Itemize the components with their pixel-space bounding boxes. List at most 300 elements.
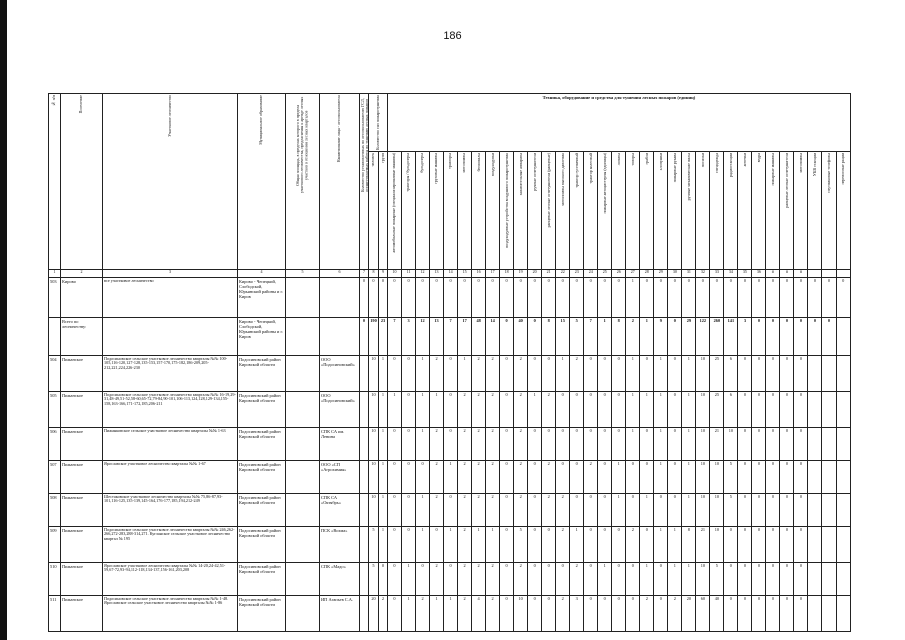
- column-number: 2: [61, 270, 103, 278]
- row-value: 8: [542, 318, 556, 356]
- header-area: Общая площадь, в пределах которого в предела участкового лесничества, предлагаемая к аренде лесных участков в отношении лесных кварталов: [286, 94, 320, 270]
- row-value: 1: [682, 563, 696, 596]
- header-equipment-6: мотопомпы: [458, 152, 472, 270]
- row-value: 10: [369, 494, 379, 527]
- row-value: 0: [500, 494, 514, 527]
- column-number: [836, 270, 850, 278]
- row-value: 2: [556, 527, 570, 563]
- row-value: 0: [780, 461, 794, 494]
- row-value: 2: [570, 356, 584, 392]
- row-value: 0: [570, 461, 584, 494]
- column-number: #: [780, 270, 794, 278]
- row-value: 0: [584, 563, 598, 596]
- row-district: Пижанское: [61, 596, 103, 632]
- row-value: 1: [416, 494, 430, 527]
- header-equipment-group: Техника, оборудование и средства для тушения лесных пожаров (единиц): [388, 94, 851, 152]
- column-number: #: [766, 270, 780, 278]
- row-value: 0: [822, 278, 836, 318]
- row-value: [836, 596, 850, 632]
- row-tenant: СПК СА «Октябрь»: [320, 494, 360, 527]
- row-district: Всего по лесничеству:: [61, 318, 103, 356]
- row-municipality: Подосиновский район Кировской области: [238, 392, 286, 428]
- row-district: Кирово: [61, 278, 103, 318]
- row-value: [836, 461, 850, 494]
- column-number: 7: [360, 270, 369, 278]
- row-value: 5: [514, 527, 528, 563]
- row-district: Пижанское: [61, 563, 103, 596]
- row-value: 0: [780, 318, 794, 356]
- table-row: [49, 494, 851, 527]
- row-value: [836, 527, 850, 563]
- row-value: 0: [598, 461, 612, 494]
- row-value: 0: [542, 278, 556, 318]
- row-value: 0: [654, 596, 668, 632]
- row-value: 13: [430, 318, 444, 356]
- row-value: 2: [458, 596, 472, 632]
- table-row: [49, 461, 851, 494]
- column-number: 30: [668, 270, 682, 278]
- row-value: 2: [486, 392, 500, 428]
- row-value: 0: [570, 428, 584, 461]
- row-value: 25: [710, 356, 724, 392]
- column-number: 27: [626, 270, 640, 278]
- row-value: 0: [528, 428, 542, 461]
- row-value: 0: [668, 318, 682, 356]
- row-value: 29: [682, 318, 696, 356]
- table-row: [49, 392, 851, 428]
- header-equipment-24: спецодежда: [710, 152, 724, 270]
- row-value: 20: [369, 596, 379, 632]
- column-number: 4: [238, 270, 286, 278]
- row-value: 1: [556, 356, 570, 392]
- row-value: 0: [612, 356, 626, 392]
- row-value: 0: [794, 563, 808, 596]
- row-value: 0: [584, 596, 598, 632]
- row-value: 2: [486, 461, 500, 494]
- row-value: 2: [430, 461, 444, 494]
- header-equipment-14: трактор гусеничный: [570, 152, 584, 270]
- row-value: 0: [556, 278, 570, 318]
- row-value: 0: [738, 461, 752, 494]
- row-value: 10: [696, 356, 710, 392]
- row-value: 5: [724, 494, 738, 527]
- row-value: 2: [458, 494, 472, 527]
- row-value: 0: [780, 563, 794, 596]
- header-equipment-18: топоры: [626, 152, 640, 270]
- row-value: 0: [458, 278, 472, 318]
- column-number: 17: [486, 270, 500, 278]
- row-value: 1: [626, 278, 640, 318]
- row-value: 0: [794, 318, 808, 356]
- row-number: 507: [49, 461, 61, 494]
- table-row: [49, 318, 851, 356]
- column-number: 8: [369, 270, 379, 278]
- row-number: 504: [49, 356, 61, 392]
- row-municipality: Кирово - Чепецкий, Слободской, Юрьянский районы и г. Киров: [238, 318, 286, 356]
- row-value: 1: [626, 428, 640, 461]
- column-number: 36: [752, 270, 766, 278]
- column-number: 6: [320, 270, 360, 278]
- header-district: Поселение: [61, 94, 103, 270]
- row-value: 0: [780, 428, 794, 461]
- row-value: 1: [654, 392, 668, 428]
- row-value: 1: [668, 527, 682, 563]
- row-value: 1: [472, 527, 486, 563]
- row-value: 0: [752, 527, 766, 563]
- scan-edge-bar: [0, 0, 7, 640]
- row-value: 0: [542, 596, 556, 632]
- row-value: 0: [780, 596, 794, 632]
- row-value: 0: [584, 428, 598, 461]
- row-area: [286, 392, 320, 428]
- row-value: 0: [360, 318, 369, 356]
- row-value: 1: [379, 356, 388, 392]
- row-number: 506: [49, 428, 61, 461]
- row-value: [360, 428, 369, 461]
- row-value: 10: [710, 494, 724, 527]
- row-value: 0: [752, 278, 766, 318]
- row-value: 0: [500, 428, 514, 461]
- header-equipment-17: лопаты: [612, 152, 626, 270]
- row-value: 0: [444, 392, 458, 428]
- row-value: 0: [668, 356, 682, 392]
- row-value: 10: [369, 356, 379, 392]
- row-value: 0: [626, 563, 640, 596]
- row-value: 0: [752, 563, 766, 596]
- header-people: человек: [369, 152, 379, 270]
- header-gsl-count: Количество установленных по лесопользователю ГСЛ, осуществляемых работы по тушению лесных пожаров: [360, 94, 369, 270]
- row-value: [360, 356, 369, 392]
- row-value: 0: [388, 494, 402, 527]
- row-value: 6: [724, 356, 738, 392]
- row-value: 0: [528, 596, 542, 632]
- row-value: 0: [598, 527, 612, 563]
- row-value: 10: [696, 428, 710, 461]
- row-value: 2: [486, 428, 500, 461]
- row-value: 2: [668, 596, 682, 632]
- row-value: 0: [738, 563, 752, 596]
- header-equipment-13: мотопомпы высокого давления: [556, 152, 570, 270]
- row-value: 0: [794, 392, 808, 428]
- row-area: [286, 428, 320, 461]
- row-area-name: Подосиновское сельское участковое лесничество кварталы №№ 1-48. Ярославское сельское участковое лесничество кварталы №№ 1-86: [103, 596, 238, 632]
- row-value: 0: [780, 527, 794, 563]
- row-value: 0: [766, 392, 780, 428]
- row-value: 0: [388, 596, 402, 632]
- row-value: 2: [472, 356, 486, 392]
- header-equipment-29: ранцевые лесные огнетушители: [780, 152, 794, 270]
- row-district: Пижанское: [61, 392, 103, 428]
- row-value: 0: [402, 392, 416, 428]
- row-value: 0: [626, 461, 640, 494]
- row-value: 0: [738, 527, 752, 563]
- row-value: 0: [724, 596, 738, 632]
- row-value: 0: [794, 461, 808, 494]
- row-value: 0: [822, 318, 836, 356]
- row-municipality: Подосиновский район Кировской области: [238, 428, 286, 461]
- row-value: 0: [402, 527, 416, 563]
- table-row: [49, 596, 851, 632]
- row-value: [822, 563, 836, 596]
- row-value: 2: [584, 461, 598, 494]
- row-value: 2: [472, 428, 486, 461]
- row-value: [808, 428, 822, 461]
- column-number: 25: [598, 270, 612, 278]
- row-value: [822, 461, 836, 494]
- row-value: 0: [584, 527, 598, 563]
- row-value: 0: [500, 527, 514, 563]
- row-value: 2: [556, 596, 570, 632]
- row-number: 508: [49, 494, 61, 527]
- row-area: [286, 356, 320, 392]
- row-value: 40: [514, 318, 528, 356]
- row-value: 1: [444, 461, 458, 494]
- row-value: [822, 596, 836, 632]
- row-value: 1: [402, 596, 416, 632]
- column-number: 24: [584, 270, 598, 278]
- row-value: 2: [486, 356, 500, 392]
- row-number: 509: [49, 527, 61, 563]
- table-row: [49, 356, 851, 392]
- row-value: [822, 392, 836, 428]
- row-value: 0: [556, 461, 570, 494]
- row-value: 1: [430, 596, 444, 632]
- row-value: 1: [682, 494, 696, 527]
- column-number: [822, 270, 836, 278]
- row-value: 0: [766, 356, 780, 392]
- row-area-name: [103, 318, 238, 356]
- row-value: 0: [780, 278, 794, 318]
- column-number: 3: [103, 270, 238, 278]
- row-value: 1: [416, 428, 430, 461]
- row-value: 0: [542, 527, 556, 563]
- row-value: 0: [584, 494, 598, 527]
- header-forces-group: Количество сил пожаротушения: [369, 94, 388, 152]
- row-value: 0: [794, 527, 808, 563]
- document-table: [48, 93, 851, 632]
- row-value: 0: [379, 563, 388, 596]
- row-value: 1: [379, 392, 388, 428]
- row-value: 0: [500, 356, 514, 392]
- row-value: 0: [738, 356, 752, 392]
- row-value: 2: [472, 461, 486, 494]
- row-value: 6: [724, 392, 738, 428]
- row-value: [360, 392, 369, 428]
- row-value: 0: [780, 356, 794, 392]
- row-value: 2: [458, 392, 472, 428]
- row-value: 0: [808, 278, 822, 318]
- row-value: 2: [514, 461, 528, 494]
- column-number: 23: [570, 270, 584, 278]
- row-value: 0: [682, 278, 696, 318]
- row-value: 0: [500, 461, 514, 494]
- row-value: 0: [402, 278, 416, 318]
- row-value: 5: [369, 563, 379, 596]
- row-value: 0: [598, 392, 612, 428]
- row-value: 0: [640, 527, 654, 563]
- row-tenant: ООО «Подосиновский»: [320, 392, 360, 428]
- row-value: 0: [724, 527, 738, 563]
- row-value: 2: [472, 494, 486, 527]
- row-value: 0: [402, 461, 416, 494]
- row-value: 0: [724, 563, 738, 596]
- row-value: [808, 596, 822, 632]
- row-value: [836, 356, 850, 392]
- row-value: 1: [430, 392, 444, 428]
- row-value: [808, 494, 822, 527]
- row-value: 2: [486, 563, 500, 596]
- row-value: 0: [612, 392, 626, 428]
- row-value: 17: [458, 318, 472, 356]
- row-value: 21: [696, 527, 710, 563]
- row-value: 12: [416, 318, 430, 356]
- column-number: 29: [654, 270, 668, 278]
- row-value: [822, 356, 836, 392]
- header-equipment-26: аптечки: [738, 152, 752, 270]
- row-value: 2: [514, 392, 528, 428]
- row-value: 0: [486, 278, 500, 318]
- header-equipment-20: хлопушки: [654, 152, 668, 270]
- row-value: 0: [640, 278, 654, 318]
- row-value: 10: [369, 461, 379, 494]
- column-number: 18: [500, 270, 514, 278]
- row-tenant: СПК СА им. Ленина: [320, 428, 360, 461]
- row-value: 2: [626, 318, 640, 356]
- row-number: 511: [49, 596, 61, 632]
- row-value: 0: [528, 318, 542, 356]
- row-value: [808, 392, 822, 428]
- row-area-name: Подосиновское сельское участковое лесничество кварталы №№ 100-105,116-120,127-128,135-153,157-170,175-182,186-209,205-212,221,224,226-230: [103, 356, 238, 392]
- row-value: 0: [528, 563, 542, 596]
- row-value: 0: [752, 428, 766, 461]
- column-number: 1: [49, 270, 61, 278]
- row-value: 0: [402, 356, 416, 392]
- row-value: 40: [710, 596, 724, 632]
- row-area: [286, 563, 320, 596]
- row-value: 0: [640, 461, 654, 494]
- column-number: 22: [556, 270, 570, 278]
- row-value: 2: [430, 494, 444, 527]
- row-value: 20: [682, 596, 696, 632]
- header-equipment-10: зажигательные аппараты: [514, 152, 528, 270]
- row-municipality: Кирово - Чепецкий, Слободской, Юрьянский районы и г. Киров: [238, 278, 286, 318]
- row-value: 0: [556, 392, 570, 428]
- header-equipment-25: радиостанции: [724, 152, 738, 270]
- row-value: 1: [682, 461, 696, 494]
- row-value: 0: [612, 596, 626, 632]
- row-value: 0: [738, 392, 752, 428]
- row-value: 2: [556, 494, 570, 527]
- row-value: 0: [556, 428, 570, 461]
- row-value: 0: [402, 494, 416, 527]
- row-value: 0: [528, 278, 542, 318]
- column-number: 26: [612, 270, 626, 278]
- row-value: 0: [780, 494, 794, 527]
- row-value: 0: [626, 494, 640, 527]
- row-value: 0: [668, 494, 682, 527]
- header-equipment-32: спутниковые телефоны: [822, 152, 836, 270]
- row-value: [822, 494, 836, 527]
- row-value: 0: [626, 596, 640, 632]
- row-value: 2: [542, 461, 556, 494]
- row-value: 0: [500, 278, 514, 318]
- row-value: [808, 461, 822, 494]
- row-value: 5: [570, 318, 584, 356]
- row-value: [808, 527, 822, 563]
- row-value: 2: [458, 428, 472, 461]
- row-value: 0: [444, 428, 458, 461]
- row-value: 0: [612, 428, 626, 461]
- row-value: [836, 318, 850, 356]
- row-value: 2: [514, 356, 528, 392]
- page-number: 186: [443, 30, 462, 42]
- row-value: 1: [640, 392, 654, 428]
- row-value: 0: [388, 356, 402, 392]
- row-value: 1: [654, 356, 668, 392]
- row-value: 141: [724, 318, 738, 356]
- row-value: [360, 596, 369, 632]
- row-value: 0: [752, 356, 766, 392]
- row-value: 21: [710, 428, 724, 461]
- header-equipment-3: бульдозеры: [416, 152, 430, 270]
- row-value: 0: [388, 278, 402, 318]
- row-district: Пижанское: [61, 494, 103, 527]
- row-value: 2: [514, 428, 528, 461]
- row-tenant: ООО «Подосиновский»: [320, 356, 360, 392]
- column-number: 5: [286, 270, 320, 278]
- row-value: 0: [388, 461, 402, 494]
- row-area: [286, 596, 320, 632]
- header-equipment-12: ранцевые лесные огнетушители (ранцевые): [542, 152, 556, 270]
- column-number: 34: [724, 270, 738, 278]
- row-value: 1: [598, 563, 612, 596]
- column-number: 31: [682, 270, 696, 278]
- row-value: 2: [626, 527, 640, 563]
- row-value: 3: [738, 318, 752, 356]
- row-value: 2: [379, 596, 388, 632]
- row-value: 10: [696, 461, 710, 494]
- row-value: 4: [472, 596, 486, 632]
- row-municipality: Подосиновский район Кировской области: [238, 461, 286, 494]
- row-value: 0: [598, 356, 612, 392]
- row-value: 0: [360, 278, 369, 318]
- row-value: 0: [500, 318, 514, 356]
- row-tenant: ООО «СП «Агрохимия»: [320, 461, 360, 494]
- row-value: 0: [738, 278, 752, 318]
- header-equipment-27: ведра: [752, 152, 766, 270]
- row-value: 14: [486, 318, 500, 356]
- header-num: № п/п: [49, 94, 61, 270]
- row-value: 0: [542, 356, 556, 392]
- row-value: 1: [416, 356, 430, 392]
- row-value: 1: [388, 392, 402, 428]
- row-value: 0: [766, 596, 780, 632]
- row-value: 7: [444, 318, 458, 356]
- column-number: #: [794, 270, 808, 278]
- row-value: 10: [696, 392, 710, 428]
- row-value: 0: [766, 278, 780, 318]
- row-value: 48: [472, 318, 486, 356]
- row-area-name: Шестаковское участковое лесничество кварталы №№ 75,86-87,93-101,116-125,135-139,145-164,176-177,185,194,212-249: [103, 494, 238, 527]
- row-value: 0: [388, 428, 402, 461]
- row-value: 0: [724, 278, 738, 318]
- row-value: 1: [444, 596, 458, 632]
- row-value: 2: [458, 563, 472, 596]
- row-value: 260: [710, 318, 724, 356]
- row-value: 1: [598, 318, 612, 356]
- row-value: 1: [654, 527, 668, 563]
- row-value: 2: [640, 596, 654, 632]
